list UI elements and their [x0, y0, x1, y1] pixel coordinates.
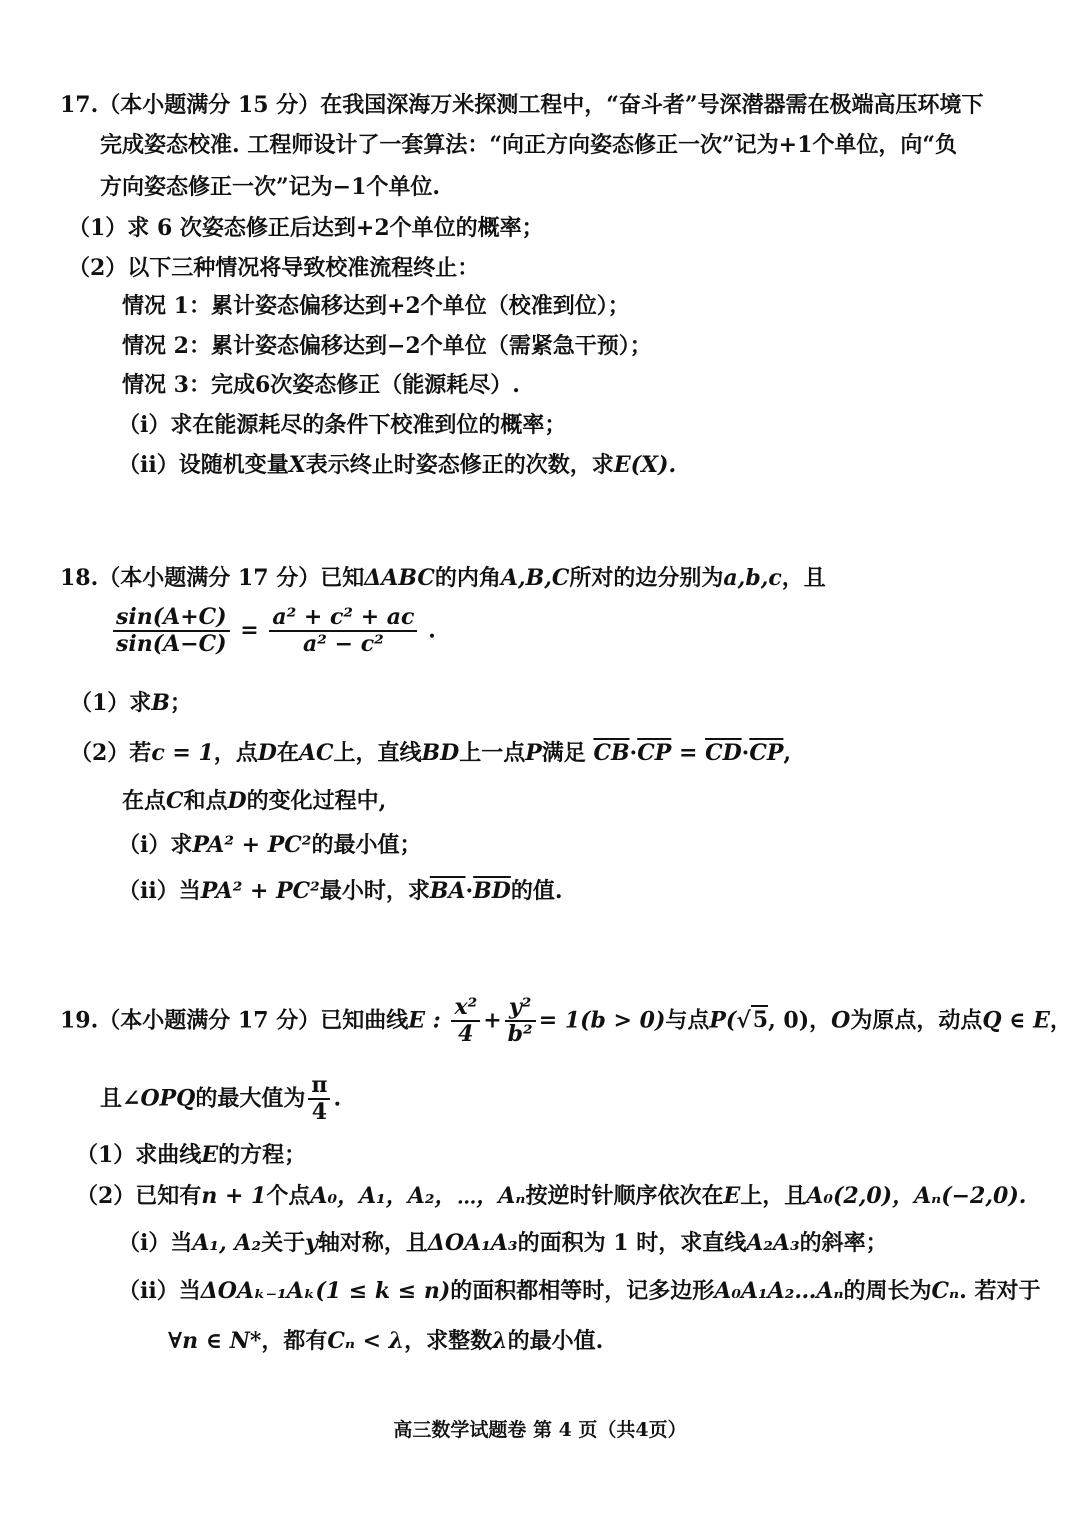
- q18-part2-line2: 在点C和点D的变化过程中,: [122, 788, 387, 814]
- vector-CB: $\overline{CB}$: [593, 740, 630, 766]
- vector-CP-2: $\overline{CP}$: [749, 740, 784, 766]
- q19-sub1: （i）当A₁, A₂关于y轴对称，且ΔOA₁A₃的面积为 1 时，求直线A₂A₃的斜率；: [118, 1230, 888, 1256]
- q17-sub1: （i）求在能源耗尽的条件下校准到位的概率；: [118, 412, 567, 438]
- page-footer: 高三数学试题卷 第 4 页（共4页）: [393, 1419, 687, 1441]
- q19-part1: （1）求曲线E的方程；: [76, 1142, 307, 1168]
- q18-part2: （2）若c = 1，点D在AC上，直线BD上一点P满足 $\overline{CB}\cdot\overline{CP} = \overline{CD}\cdot\overline{CP}$,: [70, 740, 792, 766]
- vector-BD: $\overline{BD}$: [473, 878, 511, 904]
- q17-line3: 方向姿态修正一次”记为−1个单位.: [100, 174, 441, 200]
- q18-sub2: （ii）当PA² + PC²最小时，求$\overline{BA}\cdot\overline{BD}$的值.: [118, 878, 563, 904]
- q17-case3: 情况 3：完成6次姿态修正（能源耗尽）.: [122, 372, 520, 398]
- q17-case1: 情况 1：累计姿态偏移达到+2个单位（校准到位）；: [122, 293, 630, 319]
- q18-equation: $\frac{\sin(A+C)}{\sin(A-C)}$ = $\frac{\text{a² + c² + ac}}{\text{a² − c²}}$ .: [110, 605, 436, 658]
- q18-sub1: （i）求PA² + PC²的最小值；: [118, 832, 422, 858]
- q18-frac-left: $\frac{\sin(A+C)}{\sin(A-C)}$: [113, 605, 230, 658]
- q19-sub2: （ii）当ΔOAₖ₋₁Aₖ(1 ≤ k ≤ n)的面积都相等时，记多边形A₀A₁A₂…Aₙ的周长为Cₙ. 若对于: [118, 1278, 1041, 1304]
- q17-line1: 17.（本小题满分 15 分）在我国深海万米探测工程中，“奋斗者”号深潜器需在极端高压环境下: [60, 92, 984, 118]
- q19-frac-pi: $\frac{\pi}{4}$: [308, 1073, 330, 1126]
- q19-frac-y: $\frac{\text{y²}}{\text{b²}}$: [505, 995, 536, 1048]
- vector-BA: $\overline{BA}$: [429, 878, 466, 904]
- vector-CP: $\overline{CP}$: [637, 740, 672, 766]
- q17-line2: 完成姿态校准. 工程师设计了一套算法：“向正方向姿态修正一次”记为+1个单位，向“负: [100, 132, 958, 158]
- q19-sub2-line2: ∀n ∈ N*，都有Cₙ < λ，求整数λ的最小值.: [168, 1328, 604, 1354]
- q19-line2: 且∠OPQ的最大值为 $\frac{\pi}{4}$ .: [100, 1072, 342, 1126]
- q18-head: 18.（本小题满分 17 分）已知ΔABC的内角A,B,C所对的边分别为a,b,c，且: [60, 565, 826, 591]
- q18-part1: （1）求B；: [70, 690, 192, 716]
- q19-head: 19.（本小题满分 17 分）已知曲线E : $\frac{\text{x²}}{4}$ + $\frac{\text{y²}}{\text{b²}}$ = 1(b > 0)与点P(√5, 0)，O为原点，动点Q ∈ E，: [60, 994, 1072, 1048]
- vector-CD: $\overline{CD}$: [705, 740, 742, 766]
- q19-frac-x: $\frac{\text{x²}}{4}$: [451, 995, 480, 1048]
- q18-frac-right: $\frac{\text{a² + c² + ac}}{\text{a² − c²}}$: [269, 605, 417, 658]
- q17-case2: 情况 2：累计姿态偏移达到−2个单位（需紧急干预）；: [122, 333, 652, 359]
- q17-part2: （2）以下三种情况将导致校准流程终止：: [68, 255, 480, 281]
- q17-sub2: （ii）设随机变量X表示终止时姿态修正的次数，求E(X).: [118, 452, 677, 478]
- q19-part2: （2）已知有n + 1个点A₀，A₁，A₂，⋯，Aₙ按逆时针顺序依次在E上，且A₀(2,0)，Aₙ(−2,0).: [76, 1183, 1027, 1209]
- q17-part1: （1）求 6 次姿态修正后达到+2个单位的概率；: [68, 215, 544, 241]
